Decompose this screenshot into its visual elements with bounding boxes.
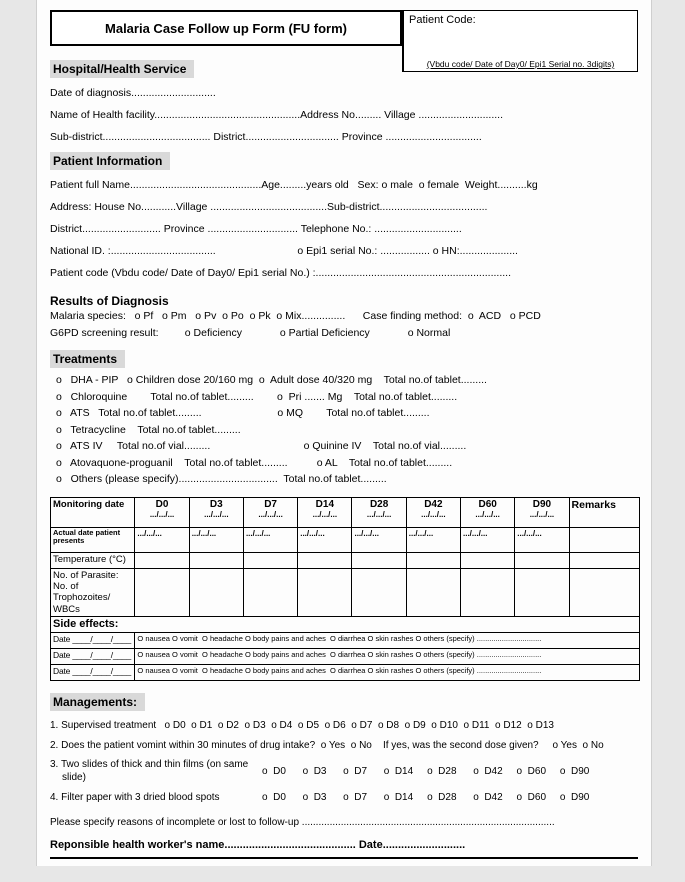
side-effect-date-label: Date ____/____/____ (51, 633, 135, 649)
treatment-line-ats-iv: o ATS IV Total no.of vial......... o Quinine IV Total no.of vial......... (56, 440, 467, 452)
monitoring-table (50, 497, 640, 682)
actual-date-cell: .../.../... (189, 527, 243, 552)
day-header-d90: D90 .../.../... (515, 497, 569, 527)
empty-cell (298, 552, 352, 568)
empty-cell (135, 568, 189, 617)
patient-code-note: (Vbdu code/ Date of Day0/ Epi1 Serial no. 3digits) (426, 59, 615, 69)
management-item-vomit: 2. Does the patient vomint within 30 minutes of drug intake? o Yes o No If yes, was the second dose given? o Yes o No (50, 740, 604, 752)
management-item-slides (50, 758, 638, 784)
form-line-national-id: National ID. :.................................... o Epi1 serial No.: ................. o HN:.................... (50, 245, 518, 257)
side-effect-date-label: Date ____/____/____ (51, 665, 135, 681)
empty-cell (243, 568, 297, 617)
empty-cell (243, 552, 297, 568)
form-line-district: District........................... Province ............................... Telephone No.: .............................. (50, 223, 462, 235)
empty-remarks-cell (569, 552, 639, 568)
empty-cell (352, 568, 406, 617)
temperature-label: Temperature (°C) (51, 552, 135, 568)
management-item-supervised: 1. Supervised treatment o D0 o D1 o D2 o D3 o D4 o D5 o D6 o D7 o D8 o D9 o D10 o D11 o D12 o D13 (50, 720, 554, 732)
day-header-d0: D0 .../.../... (135, 497, 189, 527)
form-title-box (50, 10, 402, 46)
monitoring-date-header: Monitoring date (51, 497, 135, 527)
incomplete-followup-line: Please specify reasons of incomplete or lost to follow-up ........................................................................................... (50, 817, 555, 829)
malaria-follow-up-form (36, 0, 652, 866)
day-header-d7: D7 .../.../... (243, 497, 297, 527)
patient-code-label: Patient Code: (409, 14, 476, 26)
side-effect-options: O nausea O vomit O headache O body pains and aches O diarrhea O skin rashes O others (specify) ............................... (135, 633, 640, 649)
empty-cell (461, 552, 515, 568)
section-heading-hospital: Hospital/Health Service (50, 60, 194, 78)
empty-cell (298, 568, 352, 617)
form-line-malaria-species: Malaria species: o Pf o Pm o Pv o Po o Pk o Mix............... Case finding method: o ACD o PCD (50, 310, 541, 322)
empty-remarks-cell (569, 568, 639, 617)
patient-section (50, 174, 638, 284)
side-effect-options: O nausea O vomit O headache O body pains and aches O diarrhea O skin rashes O others (specify) ............................... (135, 649, 640, 665)
actual-date-cell: .../.../... (352, 527, 406, 552)
actual-date-cell: .../.../... (135, 527, 189, 552)
empty-cell (189, 568, 243, 617)
empty-cell (352, 552, 406, 568)
side-effect-options: O nausea O vomit O headache O body pains and aches O diarrhea O skin rashes O others (specify) ............................... (135, 665, 640, 681)
section-heading-treatments: Treatments (50, 350, 125, 368)
day-header-d3: D3 .../.../... (189, 497, 243, 527)
empty-remarks-cell (569, 527, 639, 552)
remarks-header: Remarks (569, 497, 639, 527)
form-line-date-of-diagnosis: Date of diagnosis............................. (50, 87, 216, 99)
actual-date-row (51, 527, 640, 552)
treatments-section (50, 372, 638, 488)
actual-date-cell: .../.../... (243, 527, 297, 552)
side-effect-row-2 (51, 649, 640, 665)
form-line-patient-name: Patient full Name.............................................Age.........years old Sex: o male o female Weight..........kg (50, 179, 538, 191)
management-item-filter-paper (50, 791, 638, 804)
day-header-d28: D28 .../.../... (352, 497, 406, 527)
section-heading-managements: Managements: (50, 693, 145, 711)
side-effect-date-label: Date ____/____/____ (51, 649, 135, 665)
diagnosis-section (50, 308, 638, 342)
patient-code-box (402, 10, 638, 72)
management-slides-days: o D0 o D3 o D7 o D14 o D28 o D42 o D60 o D90 (262, 765, 590, 777)
empty-cell (406, 568, 460, 617)
managements-section (50, 720, 638, 859)
section-heading-diagnosis: Results of Diagnosis (50, 294, 169, 308)
health-worker-signature-line: Reponsible health worker's name........................................... Date........................... (50, 839, 638, 859)
treatment-line-dha-pip: o DHA - PIP o Children dose 20/160 mg o Adult dose 40/320 mg Total no.of tablet......... (56, 374, 487, 386)
side-effects-heading-row (51, 617, 640, 633)
form-line-health-facility: Name of Health facility..................................................Address No......... Village ............................. (50, 109, 504, 121)
treatment-line-ats: o ATS Total no.of tablet......... o MQ Total no.of tablet......... (56, 407, 430, 419)
empty-cell (461, 568, 515, 617)
form-line-address: Address: House No............Village ........................................Sub-district..................................... (50, 201, 488, 213)
empty-cell (135, 552, 189, 568)
management-slides-label: 3. Two slides of thick and thin films (on same slide) (50, 759, 249, 784)
side-effect-row-3 (51, 665, 640, 681)
treatment-line-tetracycline: o Tetracycline Total no.of tablet......... (56, 423, 241, 436)
form-line-patient-code: Patient code (Vbdu code/ Date of Day0/ Epi1 serial No.) :................................................................... (50, 267, 512, 279)
treatment-line-chloroquine: o Chloroquine Total no.of tablet......... o Pri ....... Mg Total no.of tablet......... (56, 390, 458, 403)
treatment-line-others: o Others (please specify).................................. Total no.of tablet......... (56, 473, 387, 485)
day-header-d42: D42 .../.../... (406, 497, 460, 527)
hospital-section (50, 82, 638, 148)
side-effect-row-1 (51, 633, 640, 649)
empty-cell (515, 552, 569, 568)
actual-date-label: Actual date patient presents (51, 527, 135, 552)
empty-cell (515, 568, 569, 617)
side-effects-heading: Side effects: (51, 617, 640, 633)
empty-cell (406, 552, 460, 568)
form-line-g6pd: G6PD screening result: o Deficiency o Partial Deficiency o Normal (50, 327, 451, 339)
treatment-line-atovaquone: o Atovaquone-proguanil Total no.of tablet......... o AL Total no.of tablet......... (56, 456, 453, 469)
parasite-label: No. of Parasite: No. of Trophozoites/ WBCs (51, 568, 135, 617)
monitoring-header-row (51, 497, 640, 527)
section-heading-patient: Patient Information (50, 152, 170, 170)
actual-date-cell: .../.../... (406, 527, 460, 552)
parasite-row (51, 568, 640, 617)
empty-cell (189, 552, 243, 568)
management-filter-days: o D0 o D3 o D7 o D14 o D28 o D42 o D60 o D90 (262, 792, 590, 804)
management-filter-label: 4. Filter paper with 3 dried blood spots (50, 792, 220, 804)
day-header-d14: D14 .../.../... (298, 497, 352, 527)
form-line-subdistrict: Sub-district..................................... District................................ Province ................................. (50, 131, 482, 143)
actual-date-cell: .../.../... (515, 527, 569, 552)
temperature-row (51, 552, 640, 568)
form-title: Malaria Case Follow up Form (FU form) (105, 20, 347, 36)
actual-date-cell: .../.../... (298, 527, 352, 552)
day-header-d60: D60 .../.../... (461, 497, 515, 527)
actual-date-cell: .../.../... (461, 527, 515, 552)
